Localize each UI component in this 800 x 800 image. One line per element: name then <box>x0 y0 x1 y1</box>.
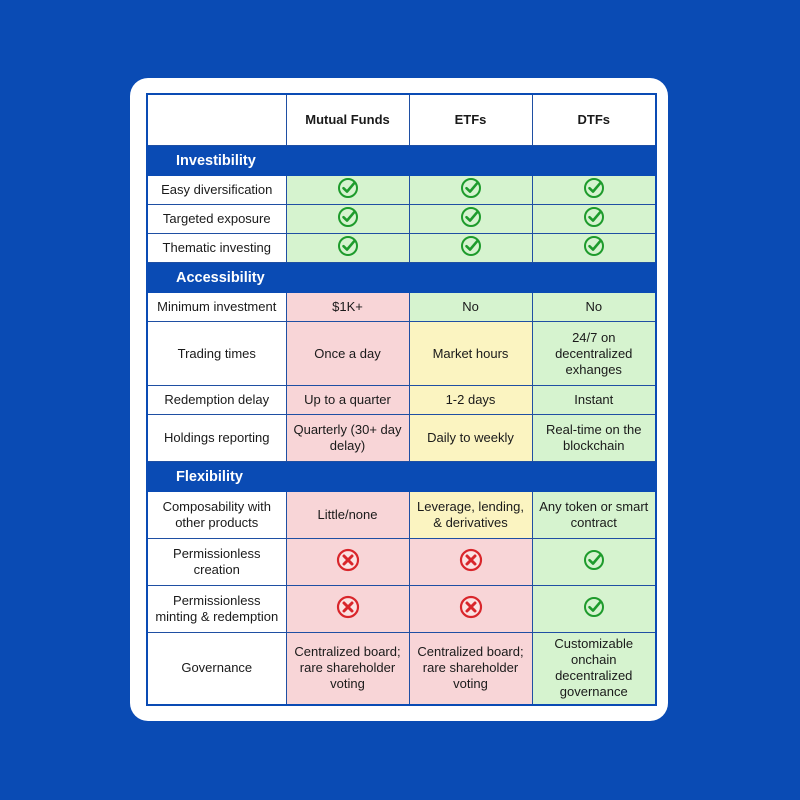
check-icon <box>583 177 605 203</box>
table-cell: Real-time on the blockchain <box>532 415 656 462</box>
check-icon <box>337 206 359 232</box>
table-cell: 1-2 days <box>409 386 532 415</box>
check-icon <box>337 177 359 203</box>
table-row <box>147 586 656 633</box>
table-cell <box>409 205 532 234</box>
check-icon <box>460 206 482 232</box>
table-cell: No <box>532 293 656 322</box>
table-cell <box>409 539 532 586</box>
table-cell <box>532 586 656 633</box>
section-header-row <box>147 263 656 293</box>
row-label: Targeted exposure <box>147 205 286 234</box>
row-label: Easy diversification <box>147 176 286 205</box>
check-icon <box>460 235 482 261</box>
table-header-row <box>147 94 656 146</box>
check-icon <box>460 177 482 203</box>
table-row <box>147 322 656 386</box>
table-cell: Customizable onchain decentralized governance <box>532 633 656 705</box>
row-label: Redemption delay <box>147 386 286 415</box>
comparison-table <box>146 93 657 706</box>
table-cell: Market hours <box>409 322 532 386</box>
table-cell: Centralized board; rare shareholder voting <box>286 633 409 705</box>
row-label: Composability with other products <box>147 492 286 539</box>
column-header-dtfs: DTFs <box>532 94 656 146</box>
table-row <box>147 176 656 205</box>
section-header-row <box>147 462 656 492</box>
cross-icon <box>459 548 483 576</box>
table-row <box>147 492 656 539</box>
header-corner <box>147 94 286 146</box>
check-icon <box>583 549 605 575</box>
table-cell: 24/7 on decentralized exhanges <box>532 322 656 386</box>
table-cell <box>532 205 656 234</box>
table-cell: Once a day <box>286 322 409 386</box>
table-cell <box>532 234 656 263</box>
table-row <box>147 234 656 263</box>
table-row <box>147 293 656 322</box>
table-cell <box>286 176 409 205</box>
table-cell: No <box>409 293 532 322</box>
column-header-mutual-funds: Mutual Funds <box>286 94 409 146</box>
table-cell: Leverage, lending, & derivatives <box>409 492 532 539</box>
table-cell <box>532 539 656 586</box>
table-cell <box>286 205 409 234</box>
section-title: Investibility <box>147 146 656 176</box>
table-cell: Up to a quarter <box>286 386 409 415</box>
table-cell: Quarterly (30+ day delay) <box>286 415 409 462</box>
row-label: Thematic investing <box>147 234 286 263</box>
table-row <box>147 386 656 415</box>
cross-icon <box>459 595 483 623</box>
table-row <box>147 633 656 705</box>
table-cell <box>286 586 409 633</box>
table-row <box>147 205 656 234</box>
table-row <box>147 415 656 462</box>
table-cell: Any token or smart contract <box>532 492 656 539</box>
section-title: Accessibility <box>147 263 656 293</box>
row-label: Permissionless minting & redemption <box>147 586 286 633</box>
table-cell: Instant <box>532 386 656 415</box>
check-icon <box>337 235 359 261</box>
section-header-row <box>147 146 656 176</box>
row-label: Permissionless creation <box>147 539 286 586</box>
check-icon <box>583 235 605 261</box>
cross-icon <box>336 548 360 576</box>
row-label: Governance <box>147 633 286 705</box>
table-cell: Little/none <box>286 492 409 539</box>
table-cell <box>532 176 656 205</box>
table-row <box>147 539 656 586</box>
table-cell <box>409 176 532 205</box>
table-cell: $1K+ <box>286 293 409 322</box>
cross-icon <box>336 595 360 623</box>
section-title: Flexibility <box>147 462 656 492</box>
row-label: Minimum investment <box>147 293 286 322</box>
check-icon <box>583 596 605 622</box>
check-icon <box>583 206 605 232</box>
table-cell <box>286 234 409 263</box>
table-cell <box>409 586 532 633</box>
column-header-etfs: ETFs <box>409 94 532 146</box>
row-label: Holdings reporting <box>147 415 286 462</box>
row-label: Trading times <box>147 322 286 386</box>
table-cell <box>409 234 532 263</box>
table-cell <box>286 539 409 586</box>
table-cell: Daily to weekly <box>409 415 532 462</box>
table-cell: Centralized board; rare shareholder voting <box>409 633 532 705</box>
